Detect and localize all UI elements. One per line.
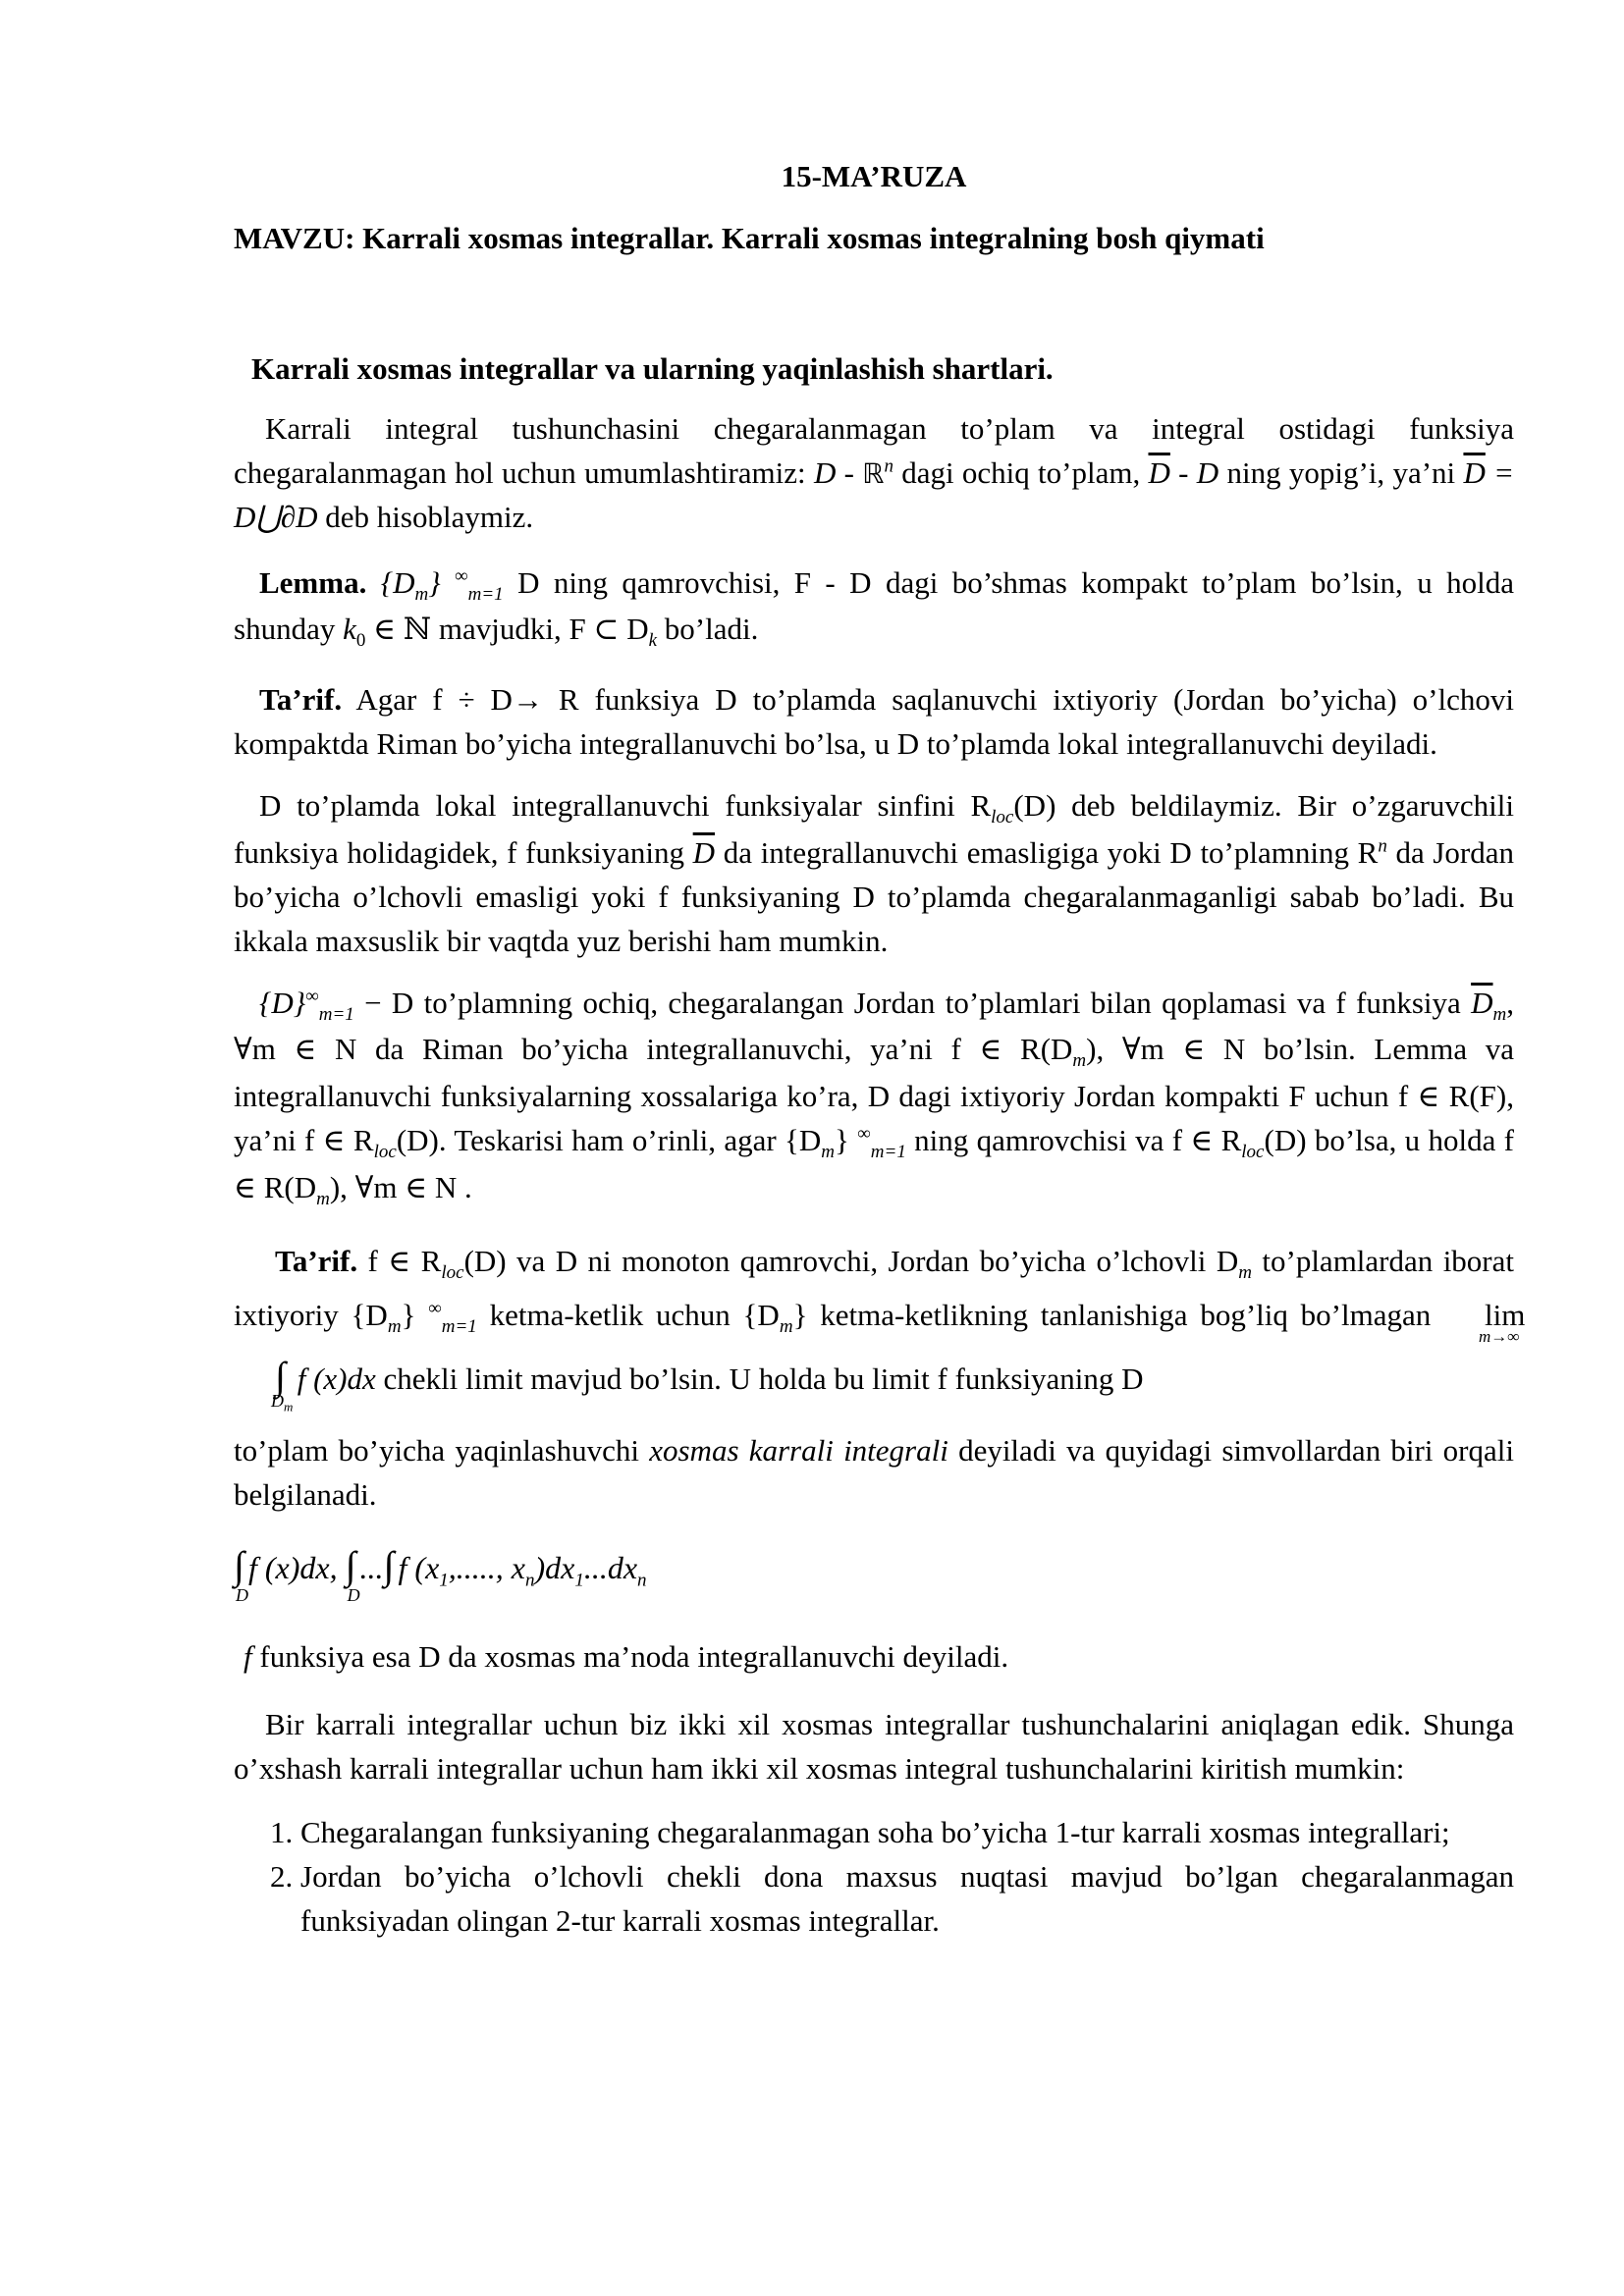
list-item: 1. Chegaralangan funksiyaning chegaralanmagan soha bo’yicha 1-tur karrali xosmas integrallari; (300, 1811, 1514, 1855)
definition-paragraph-2: Ta’rif. f ∈ $R_{loc}(D)$ va D ni monoton qamrovchi, Jordan bo’yicha o’lchovli $D_m$ to’plamlardan iborat ixtiyoriy $\{D_m\}$ ∞$_{m=1}$ ketma-ketlik uchun $\{D_m\}$ ketma-ketlikning tanlanishiga bog’liq bo’lmagan lim m→∞ ∫ $D_m$ f (x)dx chekli limit mavjud bo’lsin. U holda bu limit f funksiyaning D (234, 1244, 1526, 1415)
lecture-topic: MAVZU: Karrali xosmas integrallar. Karrali xosmas integralning bosh qiymati (234, 220, 1265, 255)
list-item: 2. Jordan bo’yicha o’lchovli chekli dona maxsus nuqtasi mavjud bo’lgan chegaralanmagan funksiyadan olingan 2-tur karrali xosmas integrallar. (300, 1855, 1514, 1944)
definition-label-2: Ta’rif. (275, 1244, 358, 1279)
document-page (234, 147, 1526, 1944)
lecture-title: 15-MA’RUZA (781, 159, 967, 193)
paragraph-local-integrability: D to’plamda lokal integrallanuvchi funksiyalar sinfini $R_{loc}(D)$ deb beldilaymiz. Bir o’zgaruvchili funksiya holidagidek, f funksiyaning $\overline{D}$ da integrallanuvchi emasligiga yoki D to’plamning $R^n$ da Jordan bo’yicha o’lchovli emasligi yoki f funksiyaning D to’plamda chegaralanmaganligi sabab bo’ladi. Bu ikkala maxsuslik bir vaqtda yuz berishi ham mumkin. (234, 787, 1515, 958)
paragraph-intro: Karrali integral tushunchasini chegaralanmagan to’plam va integral ostidagi funksiya chegaralanmagan hol uchun umumlashtiramiz: D - ℝ$^n$ dagi ochiq to’plam, $\overline{D}$ - D ning yopig’i, ya’ni $\overline{D}$ = D⋃∂D deb hisoblaymiz. (234, 410, 1515, 534)
paragraph-two-kinds: Bir karrali integrallar uchun biz ikki xil xosmas integrallar tushunchalarini aniqlagan edik. Shunga o’xshash karrali integrallar uchun ham ikki xil xosmas integral tushunchalarini kiritish mumkin: (234, 1707, 1514, 1787)
definition-paragraph-1: Ta’rif. Agar f ÷ D→ R funksiya D to’plamda saqlanuvchi ixtiyoriy (Jordan bo’yicha) o’lchovi kompaktda Riman bo’yicha integrallanuvchi bo’lsa, u D to’plamda lokal integrallanuvchi deyiladi. (234, 682, 1514, 762)
definition-label: Ta’rif. (259, 682, 343, 718)
integral-sign: ∫ $D_m$ (271, 1354, 294, 1415)
limit-expression: lim m→∞ (1479, 1297, 1526, 1346)
paragraph-covering: $\{D\}^\infty_{m=1} - D$ to’plamning ochiq, chegaralangan Jordan to’plamlari bilan qoplamasi va f funksiya $\overline{D}_m$, ∀m ∈ N da Riman bo’yicha integrallanuvchi, ya’ni f ∈ $R(D_m)$, ∀m ∈ N bo’lsin. Lemma va integrallanuvchi funksiyalarning xossalariga ko’ra, D dagi ixtiyoriy Jordan kompakti F uchun f ∈ R(F), ya’ni f ∈ $R_{loc}(D)$. Teskarisi ham o’rinli, agar $\{D_m\}$ ∞$_{m=1}$ ning qamrovchisi va f ∈ $R_{loc}(D)$ bo’lsa, u holda f ∈ $R(D_m)$, ∀m ∈ N . (234, 985, 1514, 1209)
paragraph-improper-integrable: f funksiya esa D da xosmas ma’noda integrallanuvchi deyiladi. (244, 1639, 1009, 1675)
lemma-paragraph: Lemma. $\{D_m\}$ ∞$_{m=1}$ D ning qamrovchisi, F - D dagi bo’shmas kompakt to’plam bo’lsin, u holda shunday $k_0$ ∈ ℕ mavjudki, F ⊂ $D_k$ bo’ladi. (234, 564, 1514, 652)
lemma-label: Lemma. (259, 564, 367, 600)
definition-paragraph-2-cont: to’plam bo’yicha yaqinlashuvchi xosmas karrali integrali deyiladi va quyidagi simvollardan biri orqali belgilanadi. (234, 1433, 1514, 1513)
kinds-list (234, 1811, 1514, 1944)
improper-integral-notation: ∫ D f (x)dx, ∫ D ...∫ f ($x_1$,....., $x_n)dx_1...dx_n$ (234, 1543, 647, 1606)
section-heading: Karrali xosmas integrallar va ularning yaqinlashish shartlari. (251, 350, 1054, 386)
